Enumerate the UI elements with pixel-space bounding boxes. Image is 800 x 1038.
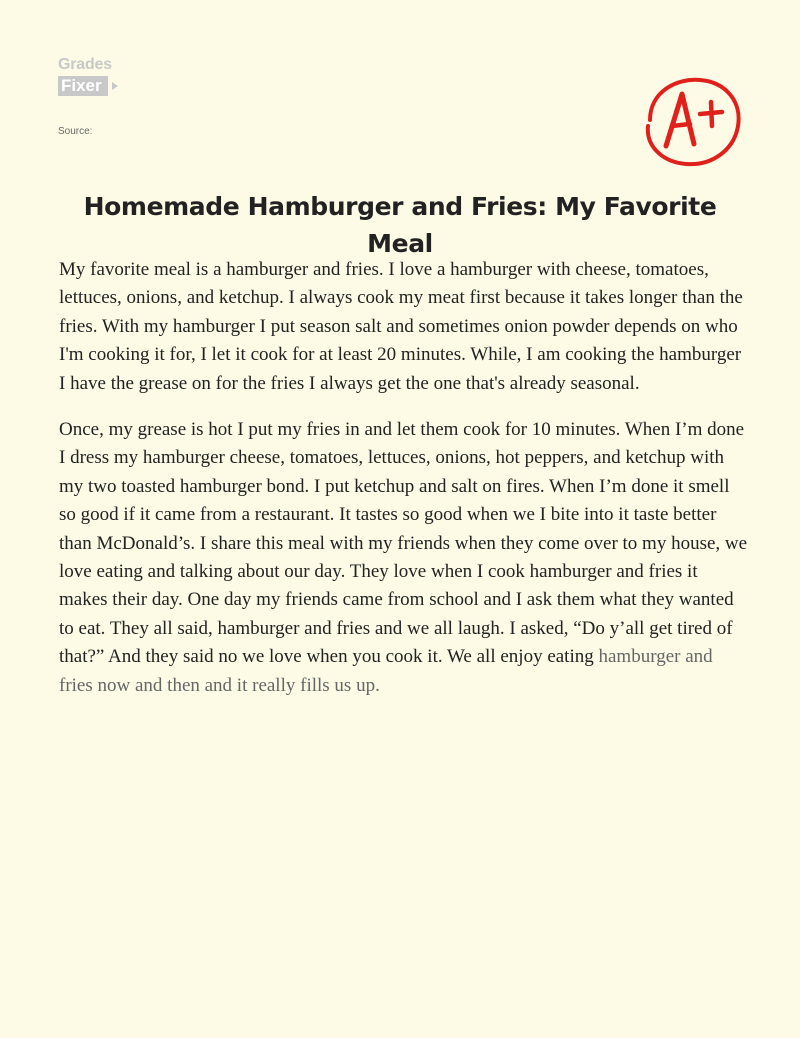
paragraph-1: My favorite meal is a hamburger and fries. I love a hamburger with cheese, tomatoes, lettuces, onions, and ketchup. I always cook my meat first because it takes longer than the fries. With my hamburger I put season salt and sometimes onion powder depends on who I'm cooking it for, I let it cook for at least 20 minutes. While, I am cooking the hamburger I have the grease on for the fries I always get the one that's already seasonal. (59, 259, 743, 394)
source-label: Source: (58, 126, 93, 137)
gradesfixer-logo[interactable] (58, 57, 158, 101)
paragraph-2-text: Once, my grease is hot I put my fries in and let them cook for 10 minutes. When I’m done I dress my hamburger cheese, tomatoes, lettuces, onions, hot peppers, and ketchup with my two toasted hamburger bond. I put ketchup and salt on fires. When I’m done it smell so good if it came from a restaurant. It tastes so good when we I bite into it taste better than McDonald’s. I share this meal with my friends when they come over to my house, we love eating and talking about our day. They love when I cook hamburger and fries it makes their day. One day my friends came from school and I ask them what they wanted to eat. They all said, hamburger and fries and we all laugh. I asked, “Do y’all get tired of that?” And they said no we love when you cook it. We all enjoy eating (59, 419, 748, 668)
paragraph-2 (59, 416, 749, 700)
essay-body (59, 256, 749, 718)
a-plus-grade-stamp-icon (628, 70, 746, 170)
paragraph-2-faded-tail: hamburger and fries now and then and it really fills us up. (59, 646, 713, 696)
essay-title: Homemade Hamburger and Fries: My Favorite Meal (83, 192, 717, 258)
logo-text-grades: Grades (58, 56, 112, 73)
logo-text-fixer: Fixer (58, 76, 108, 96)
